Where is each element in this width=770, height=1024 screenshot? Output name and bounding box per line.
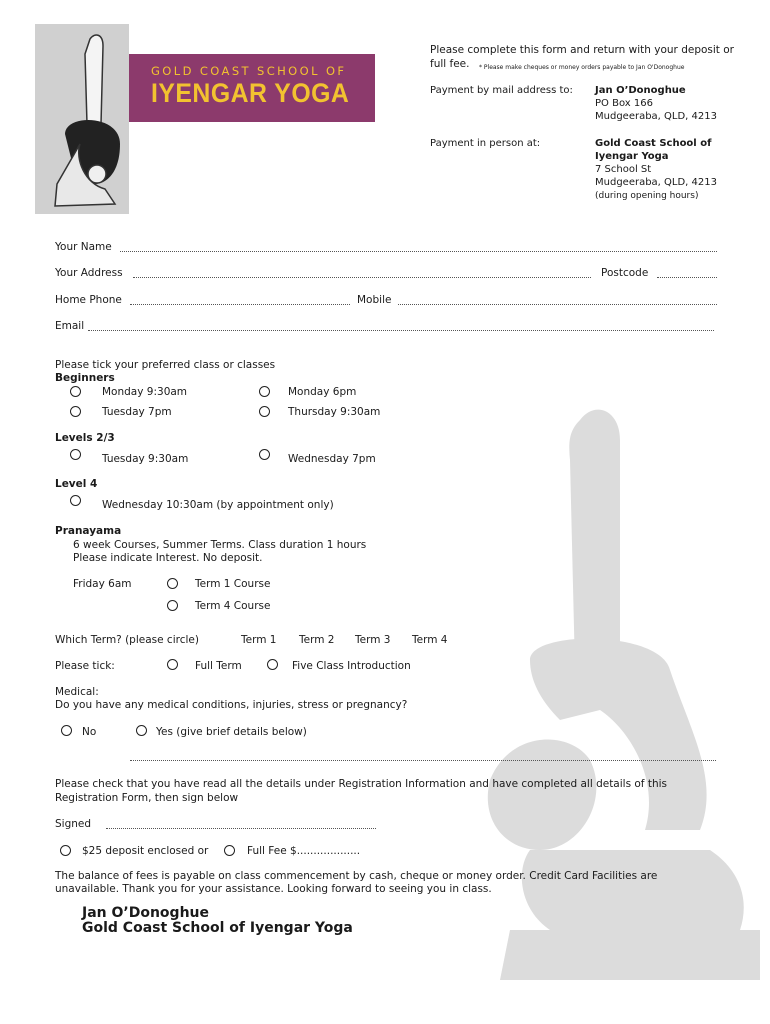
declaration-line2: Registration Form, then sign below bbox=[55, 792, 239, 804]
radio-monday-930am[interactable] bbox=[70, 386, 81, 397]
option-full-term: Full Term bbox=[195, 660, 242, 672]
intro-text: Please complete this form and return with your deposit or bbox=[430, 44, 735, 56]
term-option-3[interactable]: Term 3 bbox=[355, 634, 391, 646]
radio-full-fee[interactable] bbox=[224, 845, 235, 856]
signature-org: Gold Coast School of Iyengar Yoga bbox=[82, 920, 353, 936]
watermark-yoga-figure bbox=[470, 400, 770, 990]
radio-medical-no[interactable] bbox=[61, 725, 72, 736]
mobile-field[interactable] bbox=[398, 304, 717, 305]
home-phone-label: Home Phone bbox=[55, 294, 122, 306]
option-wednesday-1030am: Wednesday 10:30am (by appointment only) bbox=[102, 499, 334, 511]
radio-tuesday-7pm[interactable] bbox=[70, 406, 81, 417]
term-label: Which Term? (please circle) bbox=[55, 634, 199, 646]
radio-term4-course[interactable] bbox=[167, 600, 178, 611]
medical-details-field[interactable] bbox=[130, 760, 716, 761]
level4-heading: Level 4 bbox=[55, 478, 98, 490]
medical-label: Medical: bbox=[55, 686, 99, 698]
address-label: Your Address bbox=[55, 267, 123, 279]
intro-note: * Please make cheques or money orders payable to Jan O'Donoghue bbox=[479, 64, 685, 71]
beginners-heading: Beginners bbox=[55, 372, 115, 384]
postcode-label: Postcode bbox=[601, 267, 649, 279]
logo-photo bbox=[35, 24, 129, 214]
radio-five-class-intro[interactable] bbox=[267, 659, 278, 670]
declaration-line1: Please check that you have read all the details under Registration Information and have completed all details of this bbox=[55, 778, 668, 790]
option-term4-course: Term 4 Course bbox=[195, 600, 271, 612]
option-full-fee: Full Fee $................... bbox=[247, 845, 361, 857]
home-phone-field[interactable] bbox=[130, 304, 350, 305]
signature-field[interactable] bbox=[106, 828, 376, 829]
postcode-field[interactable] bbox=[657, 277, 717, 278]
pranayama-heading: Pranayama bbox=[55, 525, 122, 537]
pranayama-day: Friday 6am bbox=[73, 578, 132, 590]
person-label: Payment in person at: bbox=[430, 138, 541, 149]
pranayama-line2: Please indicate Interest. No deposit. bbox=[73, 552, 263, 564]
tick-label: Please tick: bbox=[55, 660, 115, 672]
signed-label: Signed bbox=[55, 818, 92, 830]
radio-wednesday-1030am[interactable] bbox=[70, 495, 81, 506]
term-option-2[interactable]: Term 2 bbox=[299, 634, 335, 646]
levels23-heading: Levels 2/3 bbox=[55, 432, 115, 444]
address-field[interactable] bbox=[133, 277, 591, 278]
radio-medical-yes[interactable] bbox=[136, 725, 147, 736]
classes-prompt: Please tick your preferred class or classes bbox=[55, 359, 276, 371]
mail-addr2: Mudgeeraba, QLD, 4213 bbox=[595, 111, 717, 122]
logo-banner bbox=[129, 54, 375, 122]
term-option-4[interactable]: Term 4 bbox=[412, 634, 448, 646]
pranayama-line1: 6 week Courses, Summer Terms. Class duration 1 hours bbox=[73, 539, 367, 551]
person-addr2: Mudgeeraba, QLD, 4213 bbox=[595, 177, 717, 188]
mobile-label: Mobile bbox=[357, 294, 392, 306]
term-option-1[interactable]: Term 1 bbox=[241, 634, 277, 646]
radio-deposit[interactable] bbox=[60, 845, 71, 856]
name-label: Your Name bbox=[55, 241, 112, 253]
mail-addr1: PO Box 166 bbox=[595, 98, 653, 109]
option-term1-course: Term 1 Course bbox=[195, 578, 271, 590]
email-field[interactable] bbox=[88, 330, 714, 331]
option-five-class-intro: Five Class Introduction bbox=[292, 660, 411, 672]
person-addr1: 7 School St bbox=[595, 164, 652, 175]
medical-question: Do you have any medical conditions, injuries, stress or pregnancy? bbox=[55, 699, 408, 711]
radio-thursday-930am[interactable] bbox=[259, 406, 270, 417]
option-monday-930am: Monday 9:30am bbox=[102, 386, 188, 398]
balance-line1: The balance of fees is payable on class commencement by cash, cheque or money order. Credit Card Facilities are bbox=[55, 870, 658, 882]
option-medical-yes: Yes (give brief details below) bbox=[156, 726, 307, 738]
person-name2: Iyengar Yoga bbox=[595, 151, 669, 162]
radio-term1-course[interactable] bbox=[167, 578, 178, 589]
option-wednesday-7pm: Wednesday 7pm bbox=[288, 453, 376, 465]
email-label: Email bbox=[55, 320, 85, 332]
name-field[interactable] bbox=[120, 251, 717, 252]
radio-full-term[interactable] bbox=[167, 659, 178, 670]
radio-wednesday-7pm[interactable] bbox=[259, 449, 270, 460]
balance-line2: unavailable. Thank you for your assistance. Looking forward to seeing you in class. bbox=[55, 883, 492, 895]
option-medical-no: No bbox=[82, 726, 97, 738]
option-deposit: $25 deposit enclosed or bbox=[82, 845, 209, 857]
mail-name: Jan O’Donoghue bbox=[595, 85, 686, 96]
yoga-figure-icon bbox=[35, 24, 129, 214]
person-note: (during opening hours) bbox=[595, 191, 699, 201]
logo-line1: GOLD COAST SCHOOL OF bbox=[151, 64, 347, 78]
intro-text-2: full fee. bbox=[430, 58, 470, 70]
signature-name: Jan O’Donoghue bbox=[82, 905, 209, 921]
option-tuesday-7pm: Tuesday 7pm bbox=[102, 406, 172, 418]
logo-line2: IYENGAR YOGA bbox=[151, 78, 350, 108]
option-monday-6pm: Monday 6pm bbox=[288, 386, 357, 398]
radio-tuesday-930am[interactable] bbox=[70, 449, 81, 460]
person-name1: Gold Coast School of bbox=[595, 138, 712, 149]
option-tuesday-930am: Tuesday 9:30am bbox=[102, 453, 189, 465]
mail-label: Payment by mail address to: bbox=[430, 85, 573, 96]
option-thursday-930am: Thursday 9:30am bbox=[288, 406, 381, 418]
radio-monday-6pm[interactable] bbox=[259, 386, 270, 397]
